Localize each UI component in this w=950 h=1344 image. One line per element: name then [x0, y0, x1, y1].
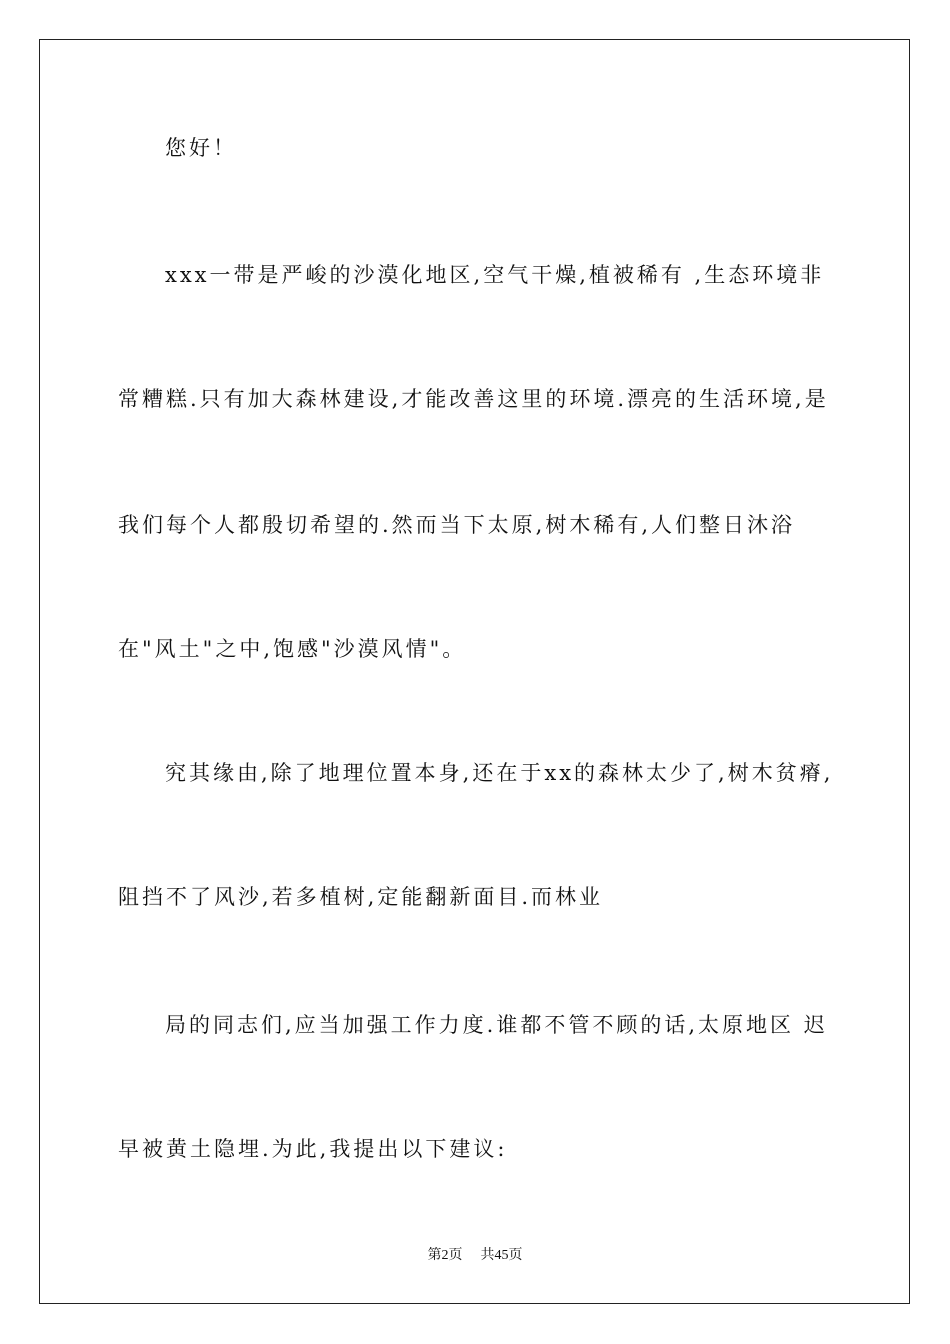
paragraph-line: 常糟糕.只有加大森林建设,才能改善这里的环境.漂亮的生活环境,是 — [118, 387, 829, 411]
greeting-line: 您好！ — [165, 136, 237, 160]
paragraph-line: 在"风土"之中,饱感"沙漠风情"。 — [118, 637, 467, 661]
paragraph-line: 阻挡不了风沙,若多植树,定能翻新面目.而林业 — [118, 885, 604, 909]
page-footer — [0, 1246, 950, 1266]
paragraph-line: 局的同志们,应当加强工作力度.谁都不管不顾的话,太原地区 迟 — [165, 1013, 828, 1037]
total-pages: 共45页 — [480, 1248, 523, 1263]
paragraph-line: 我们每个人都殷切希望的.然而当下太原,树木稀有,人们整日沐浴 — [118, 513, 796, 537]
paragraph-line: xxx一带是严峻的沙漠化地区,空气干燥,植被稀有 ,生态环境非 — [165, 263, 825, 287]
page-number: 第2页 — [427, 1248, 463, 1263]
paragraph-line: 早被黄土隐埋.为此,我提出以下建议: — [118, 1137, 508, 1161]
paragraph-line: 究其缘由,除了地理位置本身,还在于xx的森林太少了,树木贫瘠, — [165, 761, 834, 785]
page-border — [39, 39, 910, 1304]
